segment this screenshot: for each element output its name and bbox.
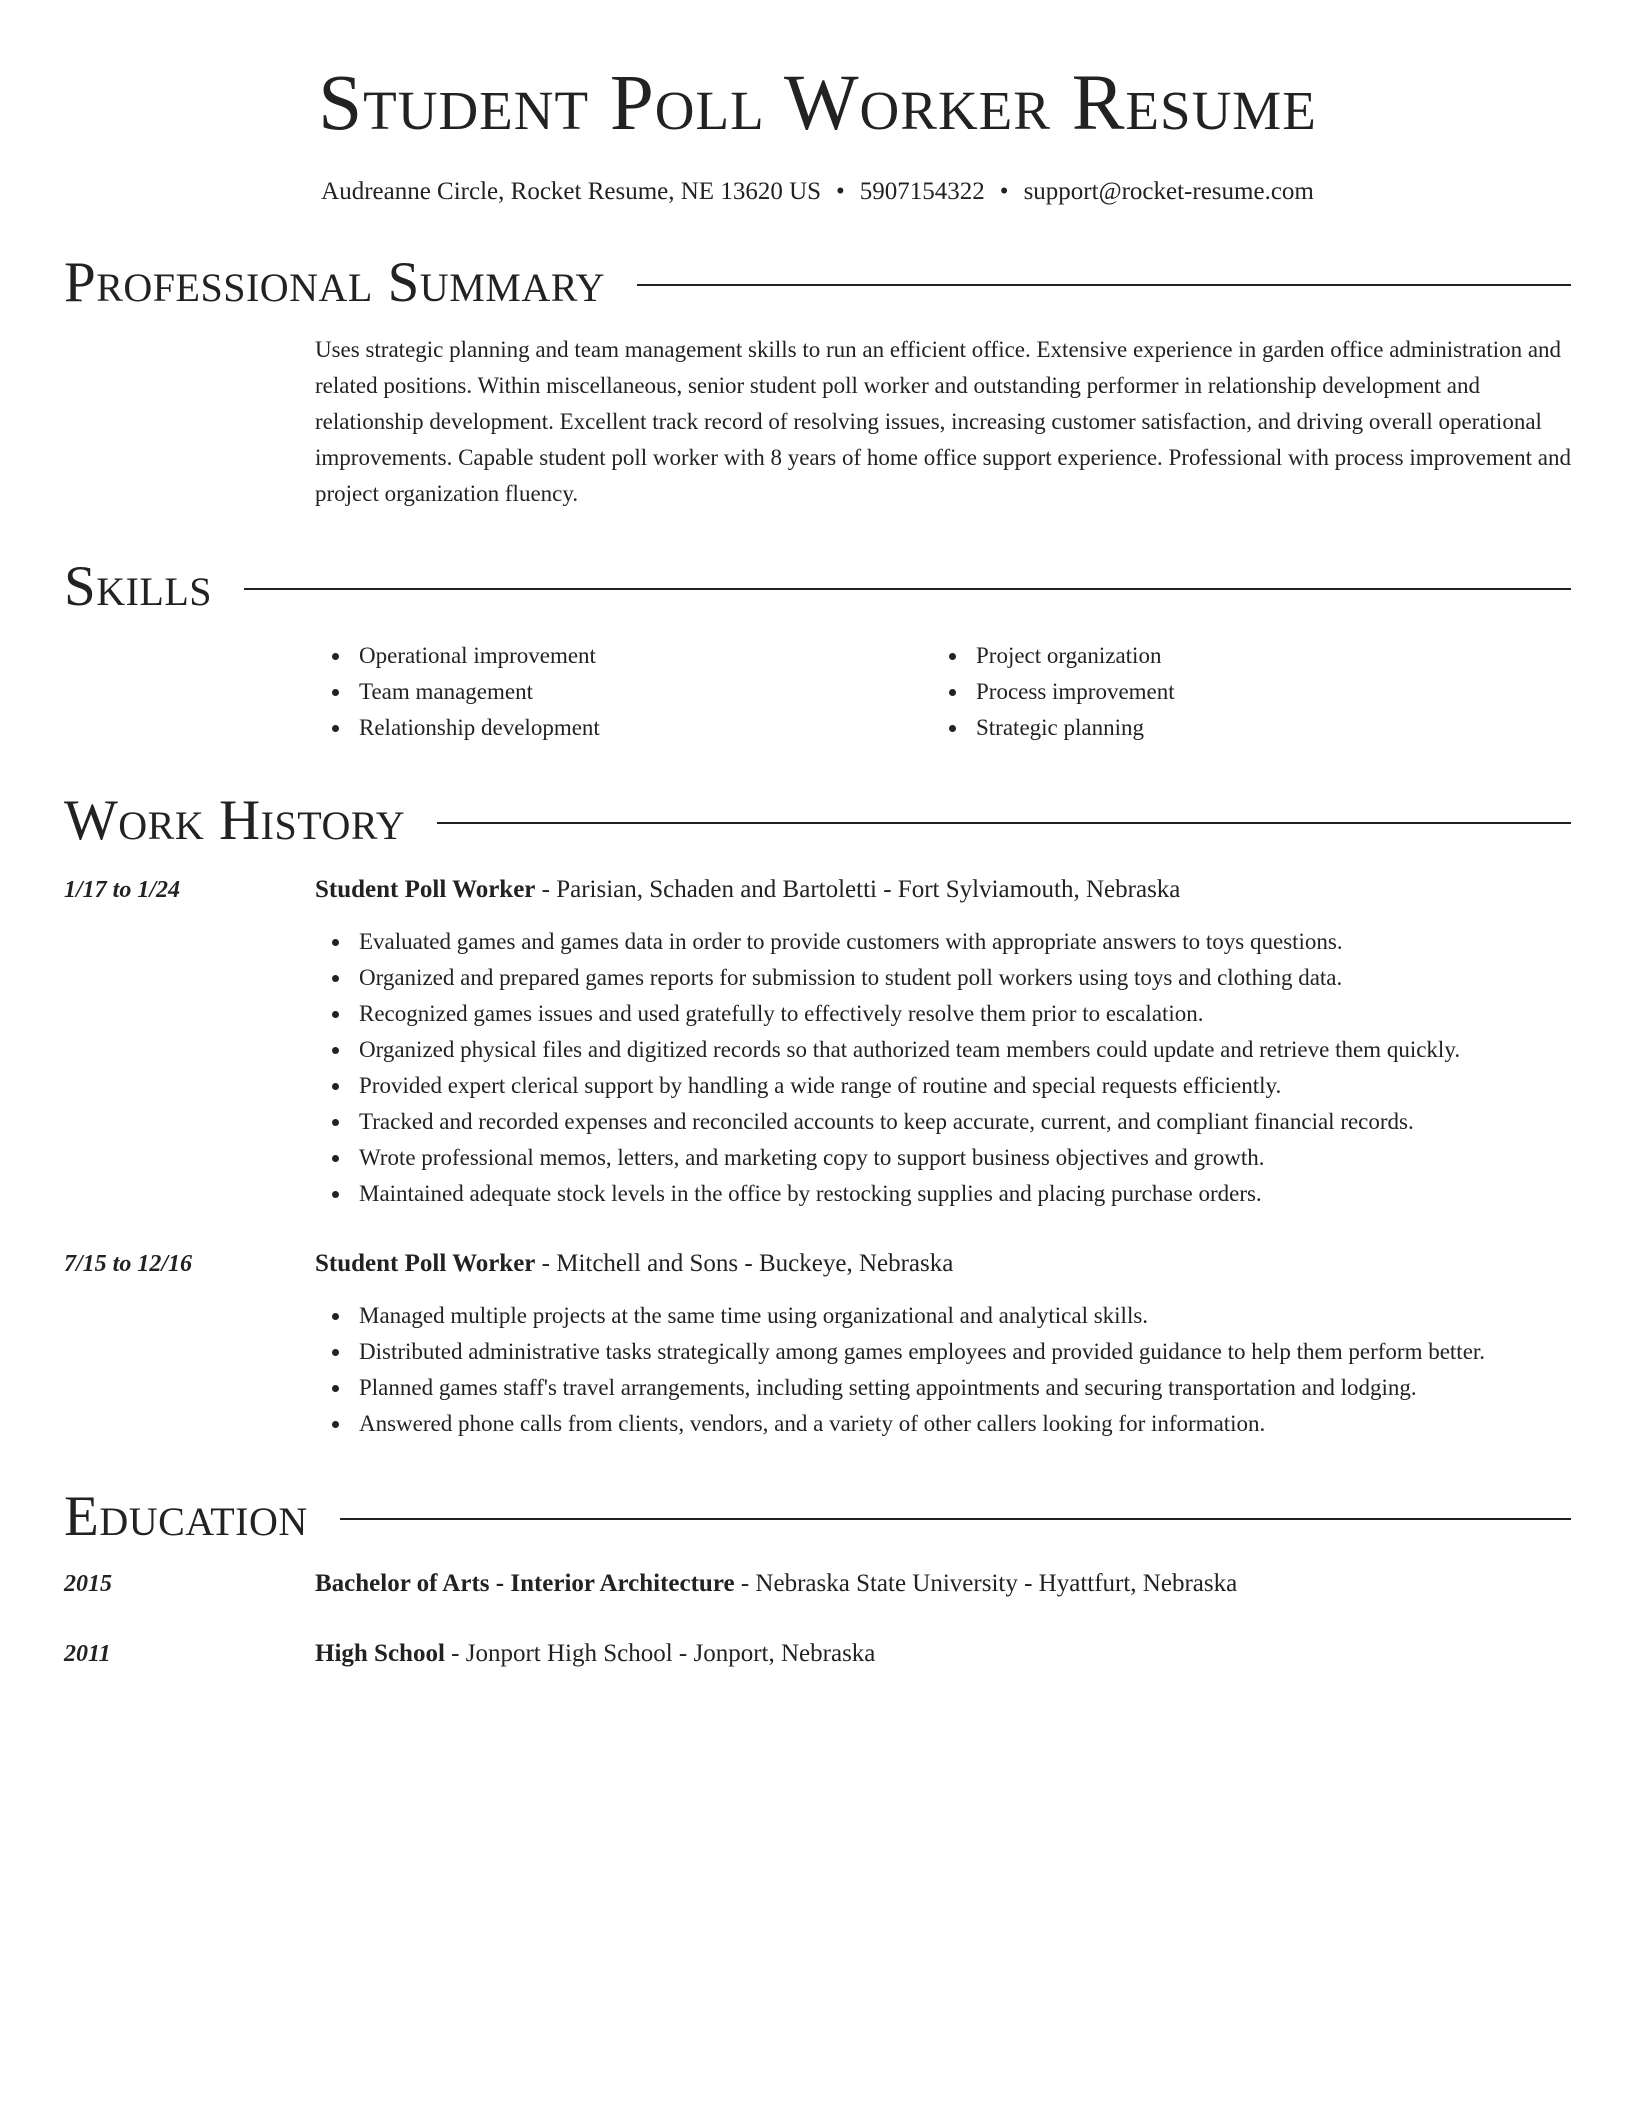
skill-item: Project organization <box>932 638 1549 674</box>
education-headline <box>315 1566 1571 1602</box>
job-title: Student Poll Worker <box>315 876 536 903</box>
job-entry <box>64 872 1571 1212</box>
skill-item: Relationship development <box>315 710 932 746</box>
job-duties <box>315 924 1571 1212</box>
skill-item: Process improvement <box>932 674 1549 710</box>
section-divider <box>340 1518 1571 1520</box>
education-degree: High School <box>315 1640 445 1667</box>
contact-phone: 5907154322 <box>859 178 985 205</box>
contact-email: support@rocket-resume.com <box>1023 178 1314 205</box>
skills-list <box>315 638 1571 746</box>
skills-column-left <box>315 638 932 746</box>
education-headline <box>315 1636 1571 1672</box>
skill-item: Team management <box>315 674 932 710</box>
job-employer: - Mitchell and Sons - Buckeye, Nebraska <box>535 1250 954 1277</box>
education-school: - Jonport High School - Jonport, Nebraska <box>444 1640 876 1667</box>
job-duty: Answered phone calls from clients, vendors, and a variety of other callers looking for information. <box>315 1406 1571 1442</box>
job-duty: Managed multiple projects at the same time using organizational and analytical skills. <box>315 1298 1571 1334</box>
job-duty: Recognized games issues and used gratefully to effectively resolve them prior to escalation. <box>315 996 1571 1032</box>
education-section-heading <box>64 1484 1571 1550</box>
section-divider <box>637 284 1571 286</box>
education-heading: Education <box>64 1485 308 1548</box>
job-duty: Distributed administrative tasks strategically among games employees and provided guidance to help them perform better. <box>315 1334 1571 1370</box>
education-school: - Nebraska State University - Hyattfurt, Nebraska <box>734 1570 1238 1597</box>
education-degree: Bachelor of Arts - Interior Architecture <box>315 1570 735 1597</box>
job-duties <box>315 1298 1571 1442</box>
job-duty: Organized physical files and digitized records so that authorized team members could update and retrieve them quickly. <box>315 1032 1571 1068</box>
job-employer: - Parisian, Schaden and Bartoletti - Fort Sylviamouth, Nebraska <box>535 876 1181 903</box>
job-entry <box>64 1246 1571 1442</box>
education-entry <box>64 1566 1571 1602</box>
contact-line <box>64 176 1571 208</box>
summary-text: Uses strategic planning and team management skills to run an efficient office. Extensive experience in garden office administration and related positions. Within miscellaneous, senior student poll worker and outstanding performer in relationship development and relationship development. Excellent track record of resolving issues, increasing customer satisfaction, and driving overall operational improvements. Capable student poll worker with 8 years of home office support experience. Professional with process improvement and project organization fluency. <box>315 337 1571 506</box>
job-dates: 7/15 to 12/16 <box>64 1251 193 1277</box>
job-duty: Tracked and recorded expenses and reconciled accounts to keep accurate, current, and compliant financial records. <box>315 1104 1571 1140</box>
section-divider <box>244 588 1571 590</box>
job-duty: Maintained adequate stock levels in the office by restocking supplies and placing purchase orders. <box>315 1176 1571 1212</box>
work-heading: Work History <box>64 789 406 852</box>
contact-separator: • <box>999 178 1009 205</box>
education-year: 2011 <box>64 1641 111 1667</box>
job-title: Student Poll Worker <box>315 1250 536 1277</box>
summary-section-heading <box>64 250 1571 316</box>
contact-address: Audreanne Circle, Rocket Resume, NE 13620 US <box>321 178 822 205</box>
job-duty: Planned games staff's travel arrangements, including setting appointments and securing transportation and lodging. <box>315 1370 1571 1406</box>
skill-item: Strategic planning <box>932 710 1549 746</box>
skills-section-heading <box>64 554 1571 620</box>
job-dates: 1/17 to 1/24 <box>64 877 181 903</box>
work-section-heading <box>64 788 1571 854</box>
education-entry <box>64 1636 1571 1672</box>
job-duty: Wrote professional memos, letters, and marketing copy to support business objectives and growth. <box>315 1140 1571 1176</box>
skill-item: Operational improvement <box>315 638 932 674</box>
skills-column-right <box>932 638 1549 746</box>
job-headline <box>315 872 1571 908</box>
education-year: 2015 <box>64 1571 112 1597</box>
job-headline <box>315 1246 1571 1282</box>
job-duty: Provided expert clerical support by handling a wide range of routine and special requests efficiently. <box>315 1068 1571 1104</box>
resume-page <box>64 0 1571 1672</box>
skills-heading: Skills <box>64 555 213 618</box>
contact-separator: • <box>836 178 845 205</box>
summary-heading: Professional Summary <box>64 251 606 314</box>
job-duty: Organized and prepared games reports for submission to student poll workers using toys and clothing data. <box>315 960 1571 996</box>
resume-title: Student Poll Worker Resume <box>318 60 1317 147</box>
job-duty: Evaluated games and games data in order to provide customers with appropriate answers to toys questions. <box>315 924 1571 960</box>
section-divider <box>437 822 1571 824</box>
